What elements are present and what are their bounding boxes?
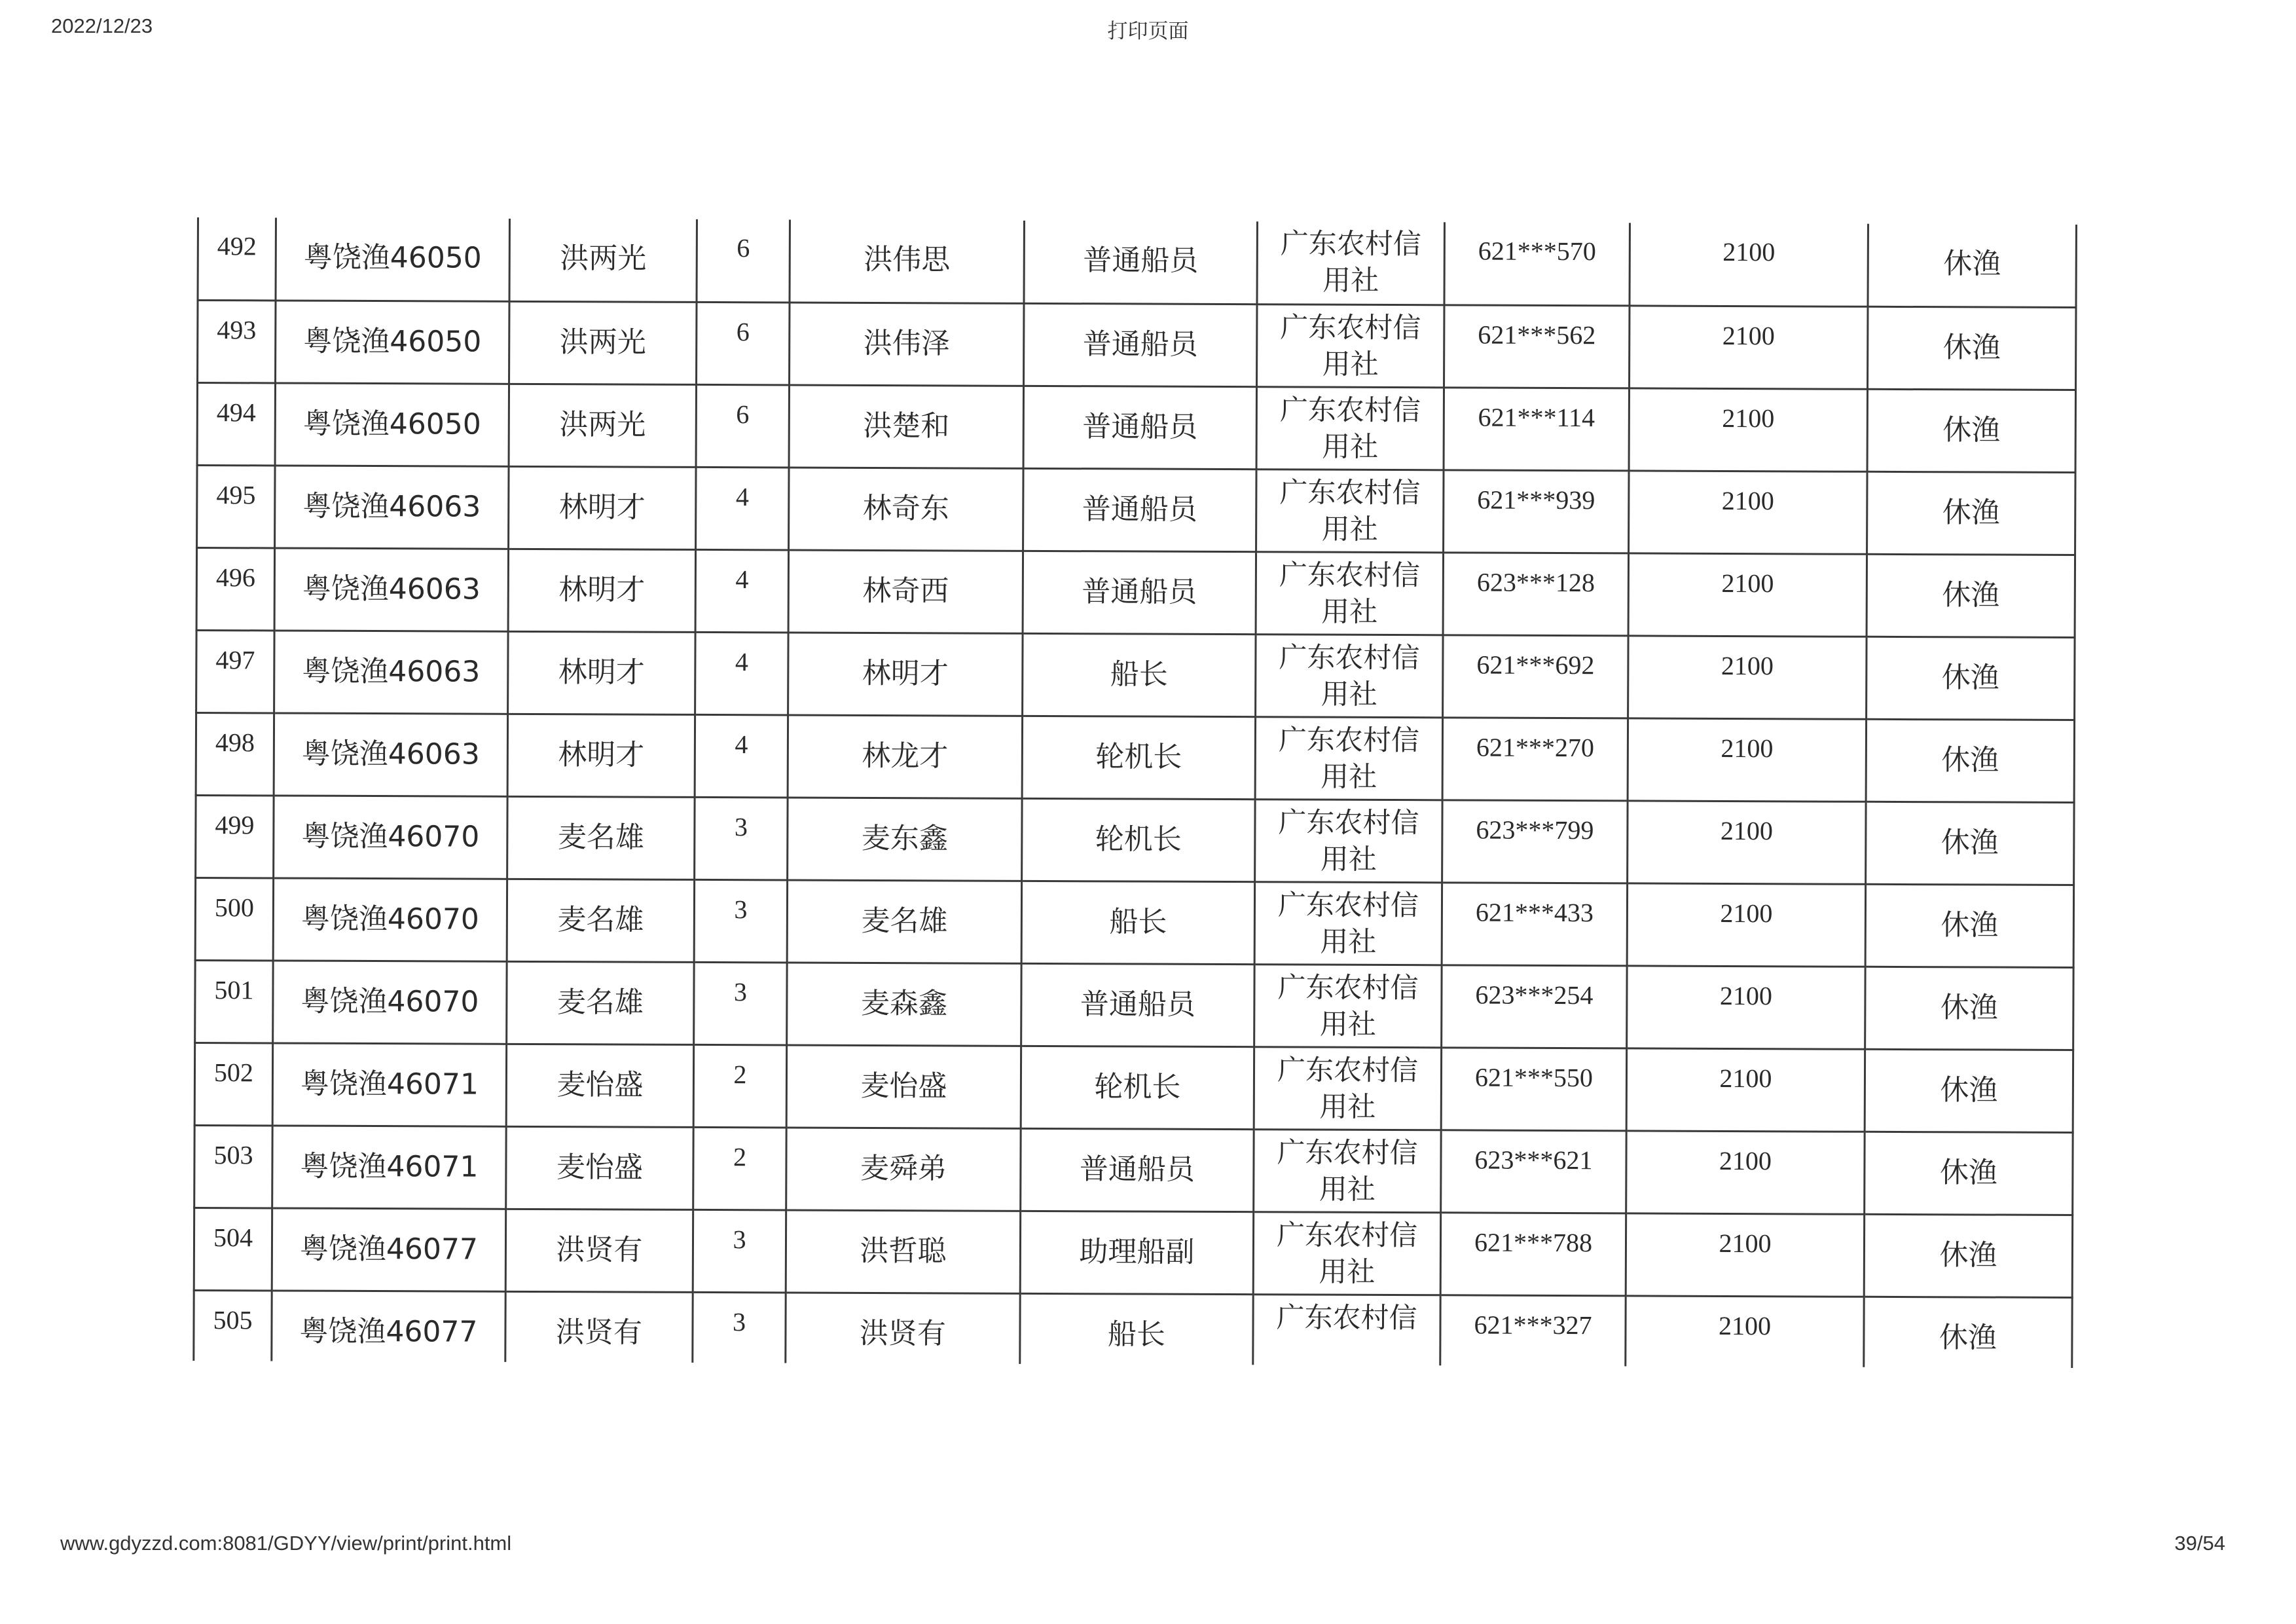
bank-line: 用社 — [1321, 678, 1377, 711]
print-source-url: www.gdyzzd.com:8081/GDYY/view/print/print.html — [60, 1532, 512, 1555]
bank-line: 广东农村信 — [1278, 723, 1420, 757]
cell-account: 621***939 — [1444, 470, 1629, 553]
cell-bank — [1254, 1129, 1441, 1212]
bank-line: 广东农村信 — [1280, 227, 1421, 261]
bank-line: 广东农村信 — [1279, 475, 1421, 509]
subsidy-table — [192, 217, 2077, 1368]
cell-status: 休渔 — [1865, 967, 2073, 1050]
bank-line: 广东农村信 — [1277, 888, 1419, 922]
cell-serial-no: 505 — [194, 1290, 272, 1361]
cell-position: 助理船副 — [1020, 1211, 1253, 1294]
table-row — [196, 547, 2075, 637]
cell-status: 休渔 — [1866, 802, 2074, 885]
table-row — [197, 382, 2075, 472]
cell-crew-name: 林奇西 — [788, 549, 1023, 633]
cell-vessel-no: 粤饶渔46070 — [273, 960, 507, 1043]
cell-account: 621***114 — [1444, 387, 1629, 470]
cell-crew-name: 洪伟泽 — [790, 302, 1024, 385]
cell-vessel-no: 粤饶渔46063 — [274, 712, 507, 796]
cell-vessel-owner: 洪两光 — [509, 384, 696, 467]
bank-line: 广东农村信 — [1278, 805, 1419, 840]
bank-line: 用社 — [1319, 1255, 1376, 1289]
cell-amount: 2100 — [1627, 883, 1865, 966]
cell-bank — [1256, 386, 1444, 470]
cell-bank — [1256, 634, 1443, 717]
bank-line: 用社 — [1319, 1008, 1376, 1041]
cell-position: 普通船员 — [1023, 386, 1256, 469]
cell-crew-count: 3 — [695, 797, 788, 880]
bank-line: 用社 — [1321, 760, 1377, 794]
bank-line: 广东农村信 — [1277, 1053, 1419, 1087]
cell-crew-count: 6 — [697, 219, 790, 303]
cell-crew-name: 洪楚和 — [789, 384, 1023, 468]
bank-line: 广东农村信 — [1276, 1301, 1417, 1335]
cell-serial-no: 494 — [197, 382, 275, 465]
bank-line: 广东农村信 — [1280, 310, 1421, 344]
cell-vessel-no: 粤饶渔46077 — [272, 1290, 505, 1361]
cell-account: 623***254 — [1442, 965, 1627, 1048]
subsidy-table-sheet — [192, 217, 2075, 1361]
cell-position: 船长 — [1021, 881, 1254, 964]
cell-serial-no: 495 — [197, 465, 275, 547]
cell-account: 623***621 — [1441, 1130, 1626, 1213]
cell-crew-count: 2 — [693, 1044, 786, 1128]
cell-vessel-no: 粤饶渔46070 — [274, 795, 507, 878]
cell-position: 普通船员 — [1023, 551, 1256, 634]
cell-account: 623***799 — [1442, 800, 1628, 883]
cell-position: 船长 — [1023, 633, 1256, 716]
cell-account: 621***270 — [1442, 717, 1628, 800]
cell-vessel-owner: 麦名雄 — [507, 796, 695, 879]
bank-line: 广东农村信 — [1276, 1218, 1418, 1252]
cell-crew-name: 林龙才 — [788, 714, 1022, 798]
cell-bank — [1257, 304, 1444, 387]
table-row — [196, 712, 2074, 802]
bank-line: 广东农村信 — [1279, 558, 1421, 592]
cell-status: 休渔 — [1867, 554, 2075, 637]
cell-amount: 2100 — [1628, 718, 1866, 801]
cell-bank — [1253, 1211, 1440, 1295]
cell-vessel-owner: 林明才 — [509, 466, 696, 549]
cell-serial-no: 496 — [196, 547, 274, 630]
cell-vessel-owner: 林明才 — [507, 714, 695, 797]
cell-account: 621***570 — [1444, 222, 1630, 305]
cell-crew-count: 3 — [693, 1209, 786, 1293]
cell-crew-count: 3 — [694, 962, 787, 1045]
cell-position: 普通船员 — [1021, 1128, 1254, 1211]
table-row — [194, 1208, 2072, 1297]
cell-vessel-owner: 洪贤有 — [505, 1291, 693, 1363]
table-row — [198, 217, 2076, 307]
cell-vessel-owner: 洪两光 — [509, 219, 697, 302]
cell-position: 普通船员 — [1021, 963, 1254, 1046]
cell-serial-no: 500 — [195, 877, 273, 960]
table-row — [196, 795, 2074, 885]
print-date: 2022/12/23 — [51, 14, 153, 37]
cell-vessel-no: 粤饶渔46050 — [276, 217, 509, 301]
cell-amount: 2100 — [1630, 223, 1868, 306]
bank-line: 用社 — [1322, 264, 1379, 297]
bank-line: 用社 — [1322, 348, 1379, 381]
cell-account: 621***788 — [1440, 1212, 1626, 1295]
cell-bank — [1254, 1046, 1441, 1130]
cell-status: 休渔 — [1865, 1132, 2073, 1215]
cell-crew-name: 洪哲聪 — [786, 1209, 1020, 1293]
cell-amount: 2100 — [1626, 1295, 1864, 1367]
cell-account: 621***327 — [1440, 1295, 1626, 1366]
cell-serial-no: 502 — [194, 1043, 272, 1125]
cell-vessel-no: 粤饶渔46050 — [275, 382, 509, 466]
cell-serial-no: 503 — [194, 1125, 272, 1208]
page-number: 39/54 — [2174, 1532, 2225, 1555]
cell-position: 普通船员 — [1024, 303, 1257, 386]
bank-line: 广东农村信 — [1279, 393, 1421, 427]
cell-amount: 2100 — [1629, 388, 1867, 471]
cell-account: 621***550 — [1441, 1047, 1626, 1130]
cell-amount: 2100 — [1626, 1130, 1865, 1213]
cell-vessel-no: 粤饶渔46077 — [272, 1208, 505, 1291]
cell-vessel-owner: 麦怡盛 — [506, 1126, 693, 1209]
bank-line: 用社 — [1319, 1090, 1376, 1124]
cell-vessel-no: 粤饶渔46071 — [272, 1043, 506, 1126]
cell-crew-name: 麦森鑫 — [787, 962, 1021, 1045]
cell-position: 轮机长 — [1022, 716, 1255, 799]
cell-bank — [1256, 551, 1443, 635]
cell-amount: 2100 — [1629, 470, 1867, 553]
cell-vessel-owner: 麦名雄 — [507, 961, 694, 1044]
cell-amount: 2100 — [1630, 305, 1868, 388]
cell-status: 休渔 — [1867, 389, 2075, 472]
bank-line: 用社 — [1321, 595, 1378, 629]
cell-bank — [1256, 469, 1444, 552]
cell-vessel-no: 粤饶渔46063 — [274, 630, 508, 713]
cell-bank — [1255, 799, 1442, 882]
cell-account: 621***562 — [1444, 304, 1630, 388]
bank-line: 用社 — [1320, 843, 1377, 876]
cell-crew-count: 3 — [694, 879, 787, 963]
cell-bank — [1255, 716, 1442, 800]
cell-status: 休渔 — [1865, 1049, 2073, 1132]
cell-crew-count: 3 — [693, 1292, 786, 1363]
cell-crew-name: 麦怡盛 — [786, 1044, 1021, 1128]
cell-status: 休渔 — [1868, 224, 2076, 307]
cell-vessel-no: 粤饶渔46063 — [275, 465, 509, 548]
cell-account: 623***128 — [1443, 552, 1628, 635]
table-row — [195, 877, 2073, 967]
table-row — [195, 960, 2073, 1050]
bank-line: 广东农村信 — [1277, 970, 1419, 1005]
table-row — [197, 465, 2075, 555]
cell-crew-name: 林明才 — [788, 632, 1023, 715]
cell-serial-no: 498 — [196, 712, 274, 795]
cell-serial-no: 492 — [198, 217, 276, 300]
cell-crew-count: 4 — [696, 467, 789, 550]
table-row — [194, 1125, 2073, 1215]
cell-crew-count: 6 — [696, 384, 789, 468]
cell-serial-no: 501 — [195, 960, 273, 1043]
cell-position: 轮机长 — [1022, 798, 1255, 881]
cell-position: 船长 — [1020, 1293, 1253, 1365]
cell-vessel-owner: 麦怡盛 — [506, 1044, 693, 1127]
cell-status: 休渔 — [1864, 1297, 2072, 1368]
cell-bank — [1254, 964, 1442, 1047]
cell-serial-no: 504 — [194, 1208, 272, 1290]
cell-account: 621***433 — [1442, 882, 1627, 965]
cell-crew-count: 4 — [695, 549, 788, 633]
table-row — [196, 630, 2075, 720]
cell-status: 休渔 — [1867, 471, 2075, 555]
cell-vessel-owner: 林明才 — [508, 549, 695, 632]
cell-position: 普通船员 — [1024, 221, 1257, 304]
cell-amount: 2100 — [1628, 800, 1866, 883]
cell-position: 轮机长 — [1021, 1046, 1254, 1129]
cell-amount: 2100 — [1626, 1048, 1865, 1131]
cell-vessel-owner: 洪贤有 — [505, 1209, 693, 1292]
cell-crew-name: 麦舜弟 — [786, 1127, 1021, 1210]
cell-position: 普通船员 — [1023, 468, 1256, 551]
cell-account: 621***692 — [1443, 635, 1628, 718]
cell-status: 休渔 — [1865, 884, 2073, 967]
bank-line: 用社 — [1319, 1173, 1376, 1206]
cell-status: 休渔 — [1867, 637, 2075, 720]
cell-amount: 2100 — [1628, 553, 1867, 636]
table-row — [198, 300, 2076, 390]
cell-vessel-owner: 洪两光 — [509, 301, 697, 384]
cell-vessel-no: 粤饶渔46050 — [276, 300, 509, 383]
cell-crew-name: 林奇东 — [789, 467, 1023, 550]
cell-vessel-owner: 林明才 — [508, 631, 695, 714]
cell-vessel-no: 粤饶渔46070 — [273, 877, 507, 961]
bank-line: 用社 — [1320, 925, 1377, 959]
cell-serial-no: 493 — [198, 300, 276, 382]
cell-vessel-no: 粤饶渔46063 — [274, 547, 508, 631]
cell-bank — [1257, 221, 1444, 304]
cell-status: 休渔 — [1866, 719, 2074, 802]
bank-line: 广东农村信 — [1279, 640, 1420, 674]
cell-bank — [1253, 1294, 1440, 1365]
cell-status: 休渔 — [1864, 1214, 2072, 1297]
bank-line: 用社 — [1321, 513, 1378, 546]
bank-line: 用社 — [1322, 430, 1379, 464]
cell-vessel-no: 粤饶渔46071 — [272, 1125, 506, 1208]
cell-amount: 2100 — [1628, 635, 1867, 718]
cell-vessel-owner: 麦名雄 — [507, 879, 694, 962]
cell-crew-name: 麦名雄 — [787, 879, 1021, 963]
table-row — [194, 1290, 2072, 1368]
print-page-title: 打印页面 — [1107, 20, 1189, 43]
cell-status: 休渔 — [1868, 306, 2076, 390]
cell-crew-name: 洪贤有 — [786, 1292, 1020, 1363]
cell-crew-count: 4 — [695, 632, 788, 715]
cell-amount: 2100 — [1627, 965, 1865, 1048]
cell-amount: 2100 — [1626, 1213, 1864, 1296]
table-row — [194, 1043, 2073, 1132]
cell-crew-count: 4 — [695, 714, 788, 798]
cell-crew-name: 洪伟思 — [790, 219, 1024, 303]
cell-bank — [1254, 881, 1442, 965]
bank-line: 广东农村信 — [1277, 1135, 1418, 1170]
cell-serial-no: 499 — [196, 795, 274, 877]
table-body — [194, 217, 2077, 1368]
cell-crew-count: 6 — [697, 302, 790, 385]
cell-crew-count: 2 — [693, 1127, 786, 1210]
cell-serial-no: 497 — [196, 630, 274, 712]
cell-crew-name: 麦东鑫 — [788, 797, 1022, 880]
